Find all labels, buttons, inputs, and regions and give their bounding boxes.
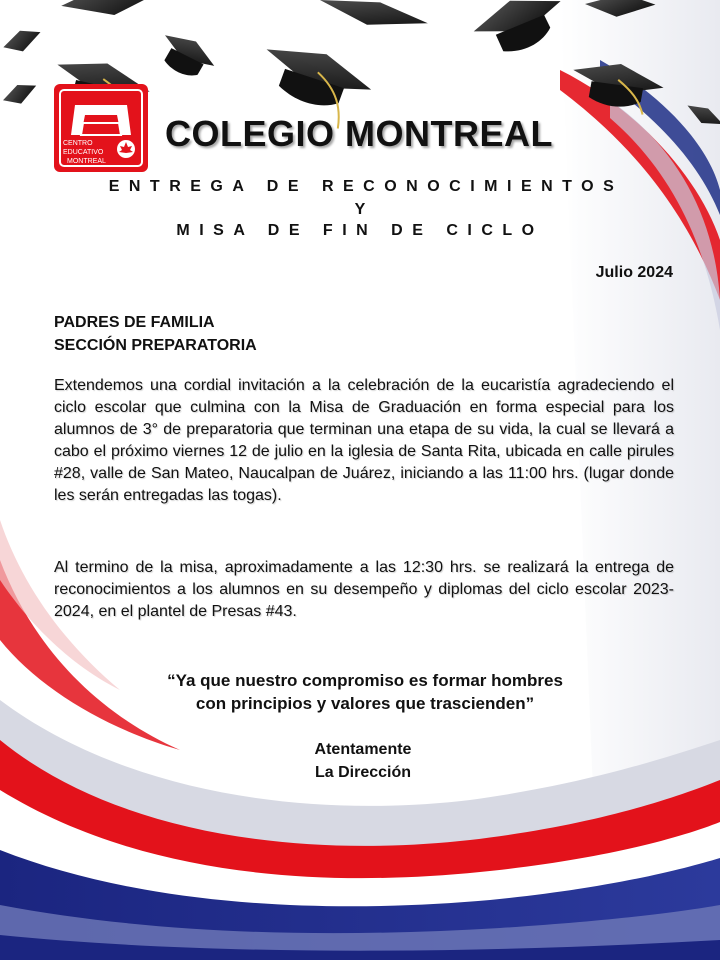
graduation-cap-icon	[152, 27, 220, 87]
logo-text-line2: EDUCATIVO	[63, 149, 104, 156]
event-title-line1: ENTREGA DE RECONOCIMIENTOS	[108, 178, 624, 195]
addressee-line2: SECCIÓN PREPARATORIA	[54, 337, 257, 354]
graduation-cap-icon	[468, 0, 571, 62]
graduation-cap-icon	[0, 77, 40, 111]
addressee	[54, 311, 257, 357]
addressee-line1: PADRES DE FAMILIA	[54, 314, 215, 331]
school-logo	[53, 83, 149, 173]
quote-line1: “Ya que nuestro compromiso es formar hombres	[167, 671, 563, 690]
motto-quote	[0, 669, 720, 715]
logo-text-line1: CENTRO	[63, 140, 93, 147]
event-title-line2: Y	[354, 201, 366, 218]
document-date: Julio 2024	[595, 264, 673, 281]
body-paragraph-1: Extendemos una cordial invitación a la celebración de la eucaristía agradeciendo el ciclo escolar que culmina con la Misa de Graduación en forma especial para los alumnos de 3° de preparatoria que terminan una etapa de su vida, la cual se llevará a cabo el próximo viernes 12 de julio en la iglesia de Santa Rita, ubicada en calle pirules #28, valle de San Mateo, Naucalpan de Juárez, iniciando a las 11:00 hrs. (lugar donde les serán entregadas las togas).	[54, 377, 674, 504]
school-name: COLEGIO MONTREAL	[165, 113, 553, 154]
signature	[0, 738, 720, 784]
event-title-line3: MISA DE FIN DE CICLO	[176, 222, 544, 239]
graduation-cap-icon	[0, 23, 45, 58]
logo-text-line3: MONTREAL	[67, 158, 106, 165]
body-paragraph-2: Al termino de la misa, aproximadamente a las 12:30 hrs. se realizará la entrega de reconocimientos a los alumnos en su desempeño y diplomas del ciclo escolar 2023-2024, en el plantel de Presas #43.	[54, 559, 674, 620]
quote-line2: con principios y valores que trascienden”	[195, 694, 535, 713]
signature-line2: La Dirección	[314, 764, 412, 781]
graduation-cap-icon	[58, 0, 173, 25]
signature-line1: Atentamente	[314, 741, 412, 758]
graduation-cap-icon	[317, 0, 429, 33]
